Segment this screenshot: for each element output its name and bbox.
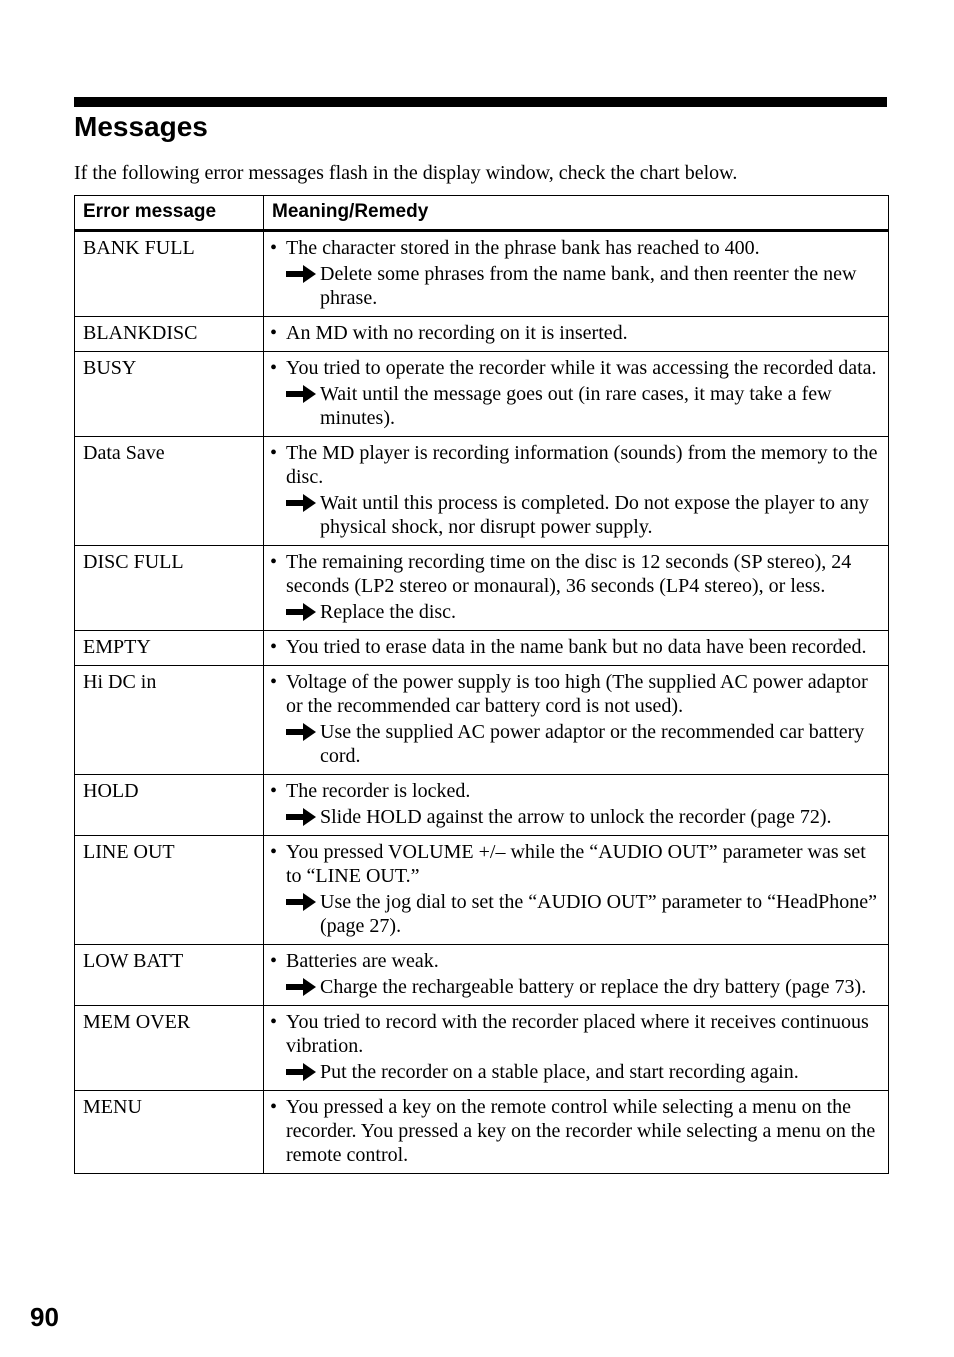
bullet-icon: • <box>270 950 278 972</box>
remedy-item <box>270 805 880 829</box>
meaning-text: You pressed a key on the remote control while selecting a menu on the recorder. You pressed a key on the recorder while selecting a menu on the remote control. <box>286 1096 876 1166</box>
error-message-cell: BANK FULL <box>75 231 264 317</box>
arrow-right-icon <box>286 723 316 741</box>
meaning-item <box>270 840 880 888</box>
arrow-right-icon <box>286 385 316 403</box>
bullet-icon: • <box>270 357 278 379</box>
table-row <box>75 775 889 836</box>
bullet-icon: • <box>270 636 278 658</box>
remedy-item <box>270 491 880 539</box>
meaning-remedy-cell <box>264 836 889 945</box>
table-row <box>75 836 889 945</box>
meaning-remedy-cell <box>264 231 889 317</box>
error-message-cell: BUSY <box>75 352 264 437</box>
table-row <box>75 631 889 666</box>
arrow-right-icon <box>286 893 316 911</box>
bullet-icon: • <box>270 322 278 344</box>
table-header-row <box>75 196 889 231</box>
meaning-item <box>270 670 880 718</box>
bullet-icon: • <box>270 841 278 863</box>
table-row <box>75 352 889 437</box>
arrow-right-icon <box>286 978 316 996</box>
meaning-item <box>270 1010 880 1058</box>
remedy-text: Delete some phrases from the name bank, and then reenter the new phrase. <box>320 263 857 309</box>
table-row <box>75 1006 889 1091</box>
meaning-item <box>270 321 880 345</box>
arrow-right-icon <box>286 808 316 826</box>
remedy-item <box>270 1060 880 1084</box>
header-error-message: Error message <box>75 196 264 231</box>
error-message-cell: HOLD <box>75 775 264 836</box>
meaning-remedy-cell <box>264 775 889 836</box>
meaning-item <box>270 550 880 598</box>
meaning-text: The character stored in the phrase bank has reached to 400. <box>286 237 760 259</box>
remedy-text: Use the supplied AC power adaptor or the recommended car battery cord. <box>320 721 865 767</box>
arrow-right-icon <box>286 1063 316 1081</box>
meaning-item <box>270 441 880 489</box>
remedy-item <box>270 720 880 768</box>
table-row <box>75 546 889 631</box>
arrow-right-icon <box>286 603 316 621</box>
meaning-remedy-cell <box>264 437 889 546</box>
remedy-item <box>270 262 880 310</box>
meaning-text: The remaining recording time on the disc is 12 seconds (SP stereo), 24 seconds (LP2 stereo or monaural), 36 seconds (LP4 stereo), or less. <box>286 551 852 597</box>
table-row <box>75 666 889 775</box>
error-message-cell: LINE OUT <box>75 836 264 945</box>
meaning-remedy-cell <box>264 317 889 352</box>
meaning-item <box>270 356 880 380</box>
meaning-text: The recorder is locked. <box>286 780 471 802</box>
remedy-text: Wait until the message goes out (in rare cases, it may take a few minutes). <box>320 383 832 429</box>
error-message-cell: EMPTY <box>75 631 264 666</box>
arrow-right-icon <box>286 494 316 512</box>
meaning-text: Batteries are weak. <box>286 950 439 972</box>
meaning-remedy-cell <box>264 666 889 775</box>
meaning-remedy-cell <box>264 631 889 666</box>
table-row <box>75 1091 889 1174</box>
meaning-text: An MD with no recording on it is inserted. <box>286 322 628 344</box>
meaning-text: You tried to record with the recorder placed where it receives continuous vibration. <box>286 1011 869 1057</box>
bullet-icon: • <box>270 237 278 259</box>
meaning-remedy-cell <box>264 1006 889 1091</box>
error-message-cell: MENU <box>75 1091 264 1174</box>
meaning-item <box>270 949 880 973</box>
meaning-item <box>270 779 880 803</box>
table-row <box>75 317 889 352</box>
error-message-cell: LOW BATT <box>75 945 264 1006</box>
remedy-item <box>270 890 880 938</box>
remedy-item <box>270 975 880 999</box>
messages-table <box>74 195 889 1174</box>
bullet-icon: • <box>270 1011 278 1033</box>
meaning-remedy-cell <box>264 1091 889 1174</box>
page-number: 90 <box>30 1302 59 1332</box>
bullet-icon: • <box>270 442 278 464</box>
remedy-item <box>270 382 880 430</box>
meaning-text: You tried to operate the recorder while it was accessing the recorded data. <box>286 357 877 379</box>
section-rule <box>74 97 887 107</box>
table-row <box>75 945 889 1006</box>
error-message-cell: Data Save <box>75 437 264 546</box>
remedy-text: Slide HOLD against the arrow to unlock the recorder (page 72). <box>320 806 832 828</box>
error-message-cell: MEM OVER <box>75 1006 264 1091</box>
arrow-right-icon <box>286 265 316 283</box>
meaning-text: The MD player is recording information (sounds) from the memory to the disc. <box>286 442 878 488</box>
bullet-icon: • <box>270 671 278 693</box>
intro-text: If the following error messages flash in the display window, check the chart below. <box>74 162 738 184</box>
header-meaning-remedy: Meaning/Remedy <box>264 196 889 231</box>
meaning-remedy-cell <box>264 945 889 1006</box>
remedy-item <box>270 600 880 624</box>
meaning-text: You pressed VOLUME +/– while the “AUDIO OUT” parameter was set to “LINE OUT.” <box>286 841 866 887</box>
meaning-text: Voltage of the power supply is too high (The supplied AC power adaptor or the recommended car battery cord is not used). <box>286 671 868 717</box>
bullet-icon: • <box>270 551 278 573</box>
meaning-item <box>270 236 880 260</box>
meaning-remedy-cell <box>264 546 889 631</box>
error-message-cell: DISC FULL <box>75 546 264 631</box>
table-row <box>75 231 889 317</box>
meaning-item <box>270 1095 880 1167</box>
error-message-cell: BLANKDISC <box>75 317 264 352</box>
page-title: Messages <box>74 111 208 142</box>
meaning-item <box>270 635 880 659</box>
remedy-text: Wait until this process is completed. Do not expose the player to any physical shock, nor disrupt power supply. <box>320 492 869 538</box>
remedy-text: Charge the rechargeable battery or replace the dry battery (page 73). <box>320 976 867 998</box>
remedy-text: Put the recorder on a stable place, and start recording again. <box>320 1061 799 1083</box>
table-row <box>75 437 889 546</box>
bullet-icon: • <box>270 1096 278 1118</box>
remedy-text: Use the jog dial to set the “AUDIO OUT” parameter to “HeadPhone” (page 27). <box>320 891 878 937</box>
bullet-icon: • <box>270 780 278 802</box>
meaning-remedy-cell <box>264 352 889 437</box>
error-message-cell: Hi DC in <box>75 666 264 775</box>
meaning-text: You tried to erase data in the name bank but no data have been recorded. <box>286 636 867 658</box>
remedy-text: Replace the disc. <box>320 601 457 623</box>
